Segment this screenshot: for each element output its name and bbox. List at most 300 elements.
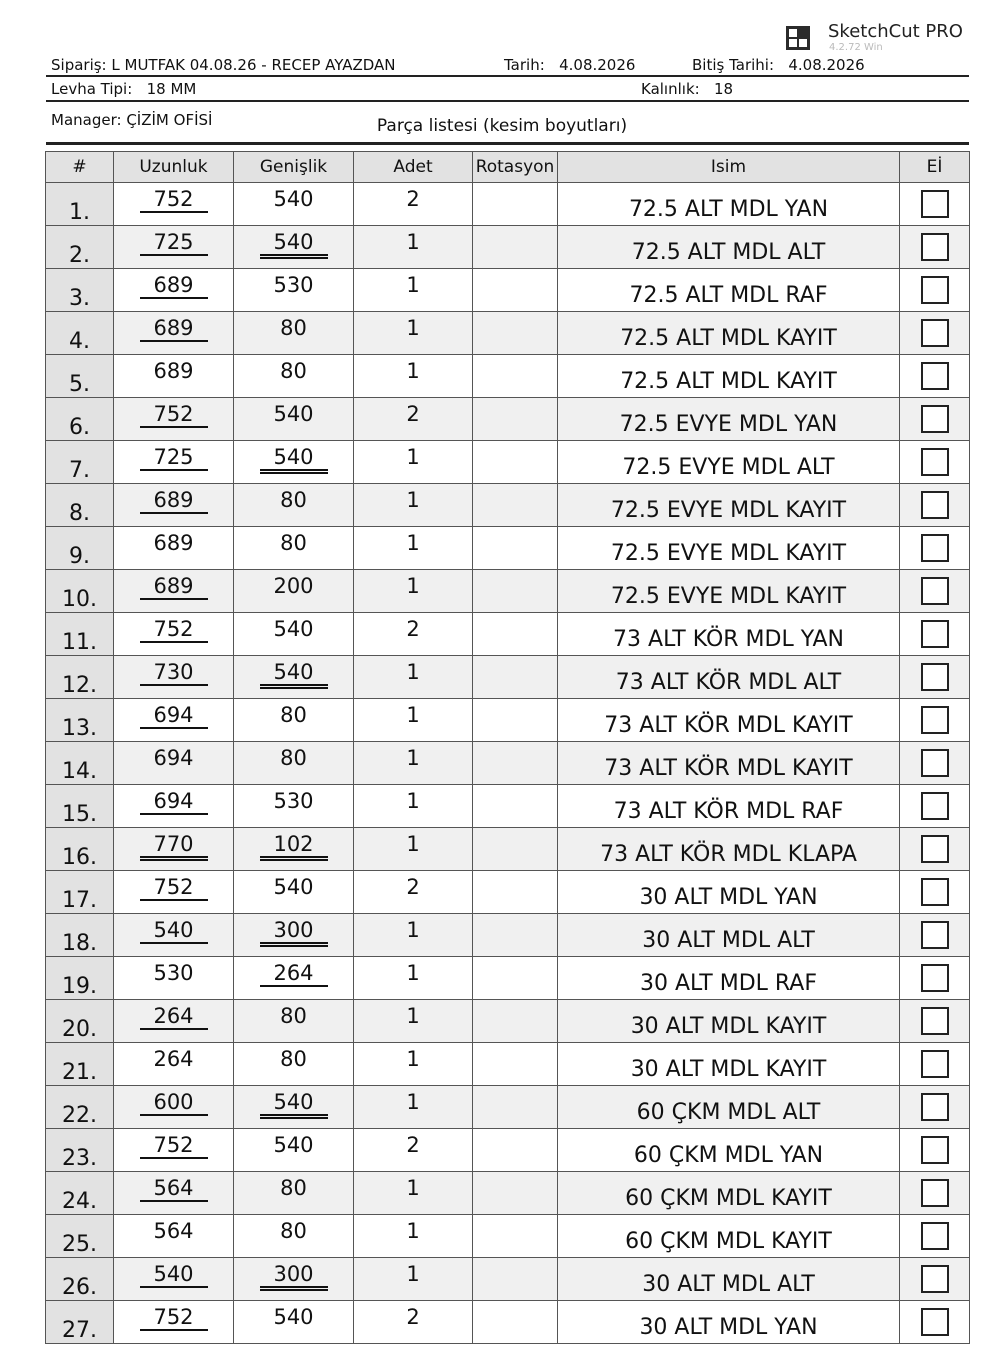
length-cell [114,742,234,785]
edge-cell [900,269,970,312]
width-cell [234,355,354,398]
rotation-cell [473,527,558,570]
table-row [46,1172,970,1215]
edge-checkbox[interactable] [921,749,949,777]
sheet-label: Levha Tipi: [51,80,133,98]
quantity-value: 1 [406,1262,420,1286]
length-cell [114,785,234,828]
table-row [46,785,970,828]
quantity-cell [354,570,473,613]
row-index [46,828,114,871]
width-value: 540 [273,1305,314,1329]
length-cell [114,613,234,656]
name-cell [558,312,900,355]
length-cell [114,570,234,613]
width-value: 80 [280,1047,307,1071]
width-value: 102 [260,832,328,861]
part-name: 30 ALT MDL KAYIT [630,1014,827,1039]
table-row [46,656,970,699]
row-index [46,1301,114,1344]
length-cell [114,828,234,871]
quantity-cell [354,699,473,742]
quantity-cell [354,355,473,398]
quantity-value: 1 [406,746,420,770]
edge-checkbox[interactable] [921,620,949,648]
quantity-cell [354,785,473,828]
quantity-cell [354,1258,473,1301]
length-value: 689 [140,574,208,600]
quantity-cell [354,1086,473,1129]
length-cell [114,957,234,1000]
name-cell [558,226,900,269]
row-index [46,957,114,1000]
row-index-text: 22. [62,1103,97,1128]
quantity-value: 1 [406,1090,420,1114]
length-cell [114,656,234,699]
length-value: 725 [140,230,208,256]
quantity-cell [354,656,473,699]
row-index [46,699,114,742]
part-name: 60 ÇKM MDL KAYIT [625,1229,832,1254]
row-index-text: 8. [69,501,90,526]
rotation-cell [473,441,558,484]
rotation-cell [473,1301,558,1344]
table-row [46,1258,970,1301]
width-value: 80 [280,1219,307,1243]
length-cell [114,183,234,226]
length-value: 689 [140,273,208,299]
table-row [46,570,970,613]
row-index-text: 3. [69,286,90,311]
rotation-cell [473,1215,558,1258]
manager-label: Manager: [51,111,122,129]
table-row [46,1301,970,1344]
length-cell [114,1215,234,1258]
edge-cell [900,656,970,699]
name-cell [558,1301,900,1344]
length-value: 689 [140,488,208,514]
edge-cell [900,699,970,742]
row-index-text: 21. [62,1060,97,1085]
name-cell [558,742,900,785]
name-cell [558,656,900,699]
width-cell [234,1043,354,1086]
edge-checkbox[interactable] [921,1007,949,1035]
table-row [46,871,970,914]
quantity-cell [354,1000,473,1043]
parts-table [45,151,970,1344]
row-index-text: 6. [69,415,90,440]
col-header-quantity: Adet [354,152,473,183]
row-index [46,312,114,355]
row-index [46,1000,114,1043]
edge-cell [900,441,970,484]
row-index [46,269,114,312]
edge-checkbox[interactable] [921,534,949,562]
length-cell [114,1086,234,1129]
sheet-value: 18 MM [146,80,197,98]
length-value: 564 [153,1219,194,1243]
quantity-value: 1 [406,488,420,512]
length-cell [114,355,234,398]
edge-checkbox[interactable] [921,1265,949,1293]
row-index-text: 19. [62,974,97,999]
width-cell [234,1215,354,1258]
edge-checkbox[interactable] [921,405,949,433]
col-header-edge: Eİ [900,152,970,183]
edge-cell [900,1172,970,1215]
width-value: 540 [260,445,328,474]
table-row [46,269,970,312]
row-index [46,656,114,699]
name-cell [558,484,900,527]
edge-checkbox[interactable] [921,921,949,949]
rotation-cell [473,914,558,957]
quantity-value: 2 [406,875,420,899]
width-value: 200 [273,574,314,598]
length-cell [114,1301,234,1344]
quantity-value: 1 [406,1219,420,1243]
length-value: 752 [140,1133,208,1159]
rotation-cell [473,699,558,742]
row-index-text: 1. [69,200,90,225]
quantity-cell [354,441,473,484]
width-cell [234,183,354,226]
rotation-cell [473,1129,558,1172]
edge-checkbox[interactable] [921,1136,949,1164]
name-cell [558,914,900,957]
table-row [46,957,970,1000]
table-row [46,183,970,226]
rotation-cell [473,613,558,656]
length-cell [114,484,234,527]
row-index-text: 17. [62,888,97,913]
width-cell [234,785,354,828]
name-cell [558,398,900,441]
table-row [46,312,970,355]
length-cell [114,1000,234,1043]
quantity-cell [354,613,473,656]
table-row [46,527,970,570]
table-row [46,1043,970,1086]
edge-cell [900,957,970,1000]
width-cell [234,828,354,871]
quantity-value: 1 [406,1004,420,1028]
end-date-value: 4.08.2026 [788,56,865,74]
table-row [46,613,970,656]
width-cell [234,527,354,570]
edge-cell [900,355,970,398]
length-value: 752 [140,402,208,428]
edge-checkbox[interactable] [921,233,949,261]
rotation-cell [473,1000,558,1043]
name-cell [558,828,900,871]
quantity-value: 1 [406,918,420,942]
quantity-cell [354,269,473,312]
rotation-cell [473,183,558,226]
row-index [46,1086,114,1129]
width-value: 80 [280,316,307,340]
row-index [46,1129,114,1172]
length-value: 770 [140,832,208,861]
width-value: 80 [280,746,307,770]
col-header-width: Genişlik [234,152,354,183]
row-index [46,1043,114,1086]
edge-cell [900,312,970,355]
row-index [46,914,114,957]
edge-checkbox[interactable] [921,706,949,734]
name-cell [558,957,900,1000]
rotation-cell [473,269,558,312]
length-cell [114,226,234,269]
quantity-cell [354,1129,473,1172]
width-value: 540 [273,875,314,899]
length-cell [114,871,234,914]
length-value: 752 [140,875,208,901]
width-value: 80 [280,1004,307,1028]
width-cell [234,269,354,312]
row-index [46,1172,114,1215]
edge-checkbox[interactable] [921,1222,949,1250]
edge-checkbox[interactable] [921,835,949,863]
quantity-cell [354,527,473,570]
part-name: 72.5 EVYE MDL YAN [619,412,838,437]
edge-checkbox[interactable] [921,1050,949,1078]
part-name: 72.5 ALT MDL YAN [628,197,829,222]
edge-checkbox[interactable] [921,362,949,390]
edge-checkbox[interactable] [921,878,949,906]
length-cell [114,527,234,570]
name-cell [558,1129,900,1172]
edge-checkbox[interactable] [921,663,949,691]
edge-cell [900,742,970,785]
row-index [46,355,114,398]
rotation-cell [473,570,558,613]
edge-cell [900,1000,970,1043]
edge-cell [900,914,970,957]
row-index-text: 16. [62,845,97,870]
name-cell [558,1172,900,1215]
length-value: 752 [140,187,208,213]
width-cell [234,1000,354,1043]
rotation-cell [473,355,558,398]
part-name: 30 ALT MDL ALT [642,928,815,953]
quantity-value: 2 [406,617,420,641]
width-value: 540 [273,1133,314,1157]
width-value: 80 [280,531,307,555]
length-cell [114,1258,234,1301]
edge-checkbox[interactable] [921,964,949,992]
quantity-cell [354,1215,473,1258]
header-divider [46,75,969,77]
row-index-text: 20. [62,1017,97,1042]
edge-checkbox[interactable] [921,190,949,218]
header-divider-2 [46,100,969,102]
row-index [46,785,114,828]
width-cell [234,1258,354,1301]
row-index [46,1215,114,1258]
part-name: 72.5 ALT MDL RAF [629,283,828,308]
table-row [46,1086,970,1129]
edge-checkbox[interactable] [921,276,949,304]
edge-checkbox[interactable] [921,1308,949,1336]
table-row [46,699,970,742]
rotation-cell [473,312,558,355]
quantity-value: 1 [406,961,420,985]
length-value: 752 [140,1305,208,1331]
length-value: 752 [140,617,208,643]
edge-cell [900,1086,970,1129]
table-row [46,1129,970,1172]
edge-checkbox[interactable] [921,1179,949,1207]
rotation-cell [473,1086,558,1129]
rotation-cell [473,1172,558,1215]
length-cell [114,441,234,484]
edge-cell [900,1258,970,1301]
part-name: 72.5 EVYE MDL KAYIT [610,498,847,523]
part-name: 73 ALT KÖR MDL RAF [613,799,844,824]
quantity-value: 1 [406,574,420,598]
edge-cell [900,527,970,570]
row-index [46,484,114,527]
edge-cell [900,570,970,613]
row-index [46,183,114,226]
row-index-text: 14. [62,759,97,784]
length-cell [114,1043,234,1086]
edge-checkbox[interactable] [921,448,949,476]
length-value: 730 [140,660,208,686]
quantity-value: 1 [406,531,420,555]
quantity-cell [354,914,473,957]
thickness-label: Kalınlık: [641,80,700,98]
name-cell [558,1043,900,1086]
quantity-value: 1 [406,703,420,727]
date-label: Tarih: [504,56,545,74]
row-index-text: 2. [69,243,90,268]
name-cell [558,269,900,312]
row-index-text: 26. [62,1275,97,1300]
table-row [46,484,970,527]
name-cell [558,441,900,484]
width-cell [234,398,354,441]
part-name: 73 ALT KÖR MDL KLAPA [600,842,857,867]
table-row [46,1000,970,1043]
width-value: 300 [260,918,328,947]
part-name: 72.5 EVYE MDL ALT [622,455,835,480]
name-cell [558,613,900,656]
width-cell [234,613,354,656]
end-date-info [692,56,865,74]
quantity-cell [354,828,473,871]
part-name: 30 ALT MDL ALT [642,1272,815,1297]
edge-cell [900,398,970,441]
width-value: 80 [280,1176,307,1200]
row-index-text: 9. [69,544,90,569]
quantity-value: 2 [406,187,420,211]
edge-cell [900,484,970,527]
rotation-cell [473,828,558,871]
length-value: 689 [153,531,194,555]
row-index [46,527,114,570]
quantity-value: 1 [406,1047,420,1071]
length-value: 694 [153,746,194,770]
row-index-text: 13. [62,716,97,741]
row-index [46,613,114,656]
row-index-text: 10. [62,587,97,612]
width-value: 530 [273,789,314,813]
quantity-cell [354,1043,473,1086]
thickness-info [641,80,733,98]
width-value: 80 [280,703,307,727]
part-name: 30 ALT MDL YAN [639,885,818,910]
edge-checkbox[interactable] [921,792,949,820]
part-name: 73 ALT KÖR MDL KAYIT [604,756,853,781]
order-label: Sipariş: [51,56,107,74]
quantity-cell [354,226,473,269]
edge-cell [900,1129,970,1172]
length-value: 564 [140,1176,208,1202]
quantity-cell [354,1172,473,1215]
edge-cell [900,183,970,226]
width-cell [234,871,354,914]
length-value: 600 [140,1090,208,1116]
width-value: 80 [280,359,307,383]
width-cell [234,957,354,1000]
row-index [46,441,114,484]
edge-checkbox[interactable] [921,491,949,519]
end-date-label: Bitiş Tarihi: [692,56,775,74]
name-cell [558,785,900,828]
name-cell [558,871,900,914]
row-index-text: 27. [62,1318,97,1343]
quantity-value: 2 [406,1133,420,1157]
edge-checkbox[interactable] [921,577,949,605]
quantity-value: 2 [406,1305,420,1329]
edge-cell [900,1301,970,1344]
length-value: 689 [140,316,208,342]
part-name: 72.5 ALT MDL KAYIT [620,326,837,351]
row-index [46,742,114,785]
edge-checkbox[interactable] [921,319,949,347]
quantity-value: 1 [406,789,420,813]
width-value: 540 [273,187,314,211]
row-index-text: 25. [62,1232,97,1257]
part-name: 60 ÇKM MDL KAYIT [625,1186,832,1211]
edge-cell [900,1215,970,1258]
length-value: 264 [140,1004,208,1030]
rotation-cell [473,742,558,785]
quantity-cell [354,183,473,226]
length-cell [114,699,234,742]
width-value: 540 [260,660,328,689]
table-row [46,441,970,484]
length-value: 689 [153,359,194,383]
rotation-cell [473,484,558,527]
edge-checkbox[interactable] [921,1093,949,1121]
length-value: 694 [140,703,208,729]
part-name: 72.5 ALT MDL KAYIT [620,369,837,394]
width-cell [234,570,354,613]
col-header-rotation: Rotasyon [473,152,558,183]
part-name: 60 ÇKM MDL ALT [636,1100,821,1125]
width-cell [234,312,354,355]
width-cell [234,1086,354,1129]
row-index [46,398,114,441]
length-cell [114,1172,234,1215]
width-cell [234,226,354,269]
width-cell [234,484,354,527]
width-value: 80 [280,488,307,512]
